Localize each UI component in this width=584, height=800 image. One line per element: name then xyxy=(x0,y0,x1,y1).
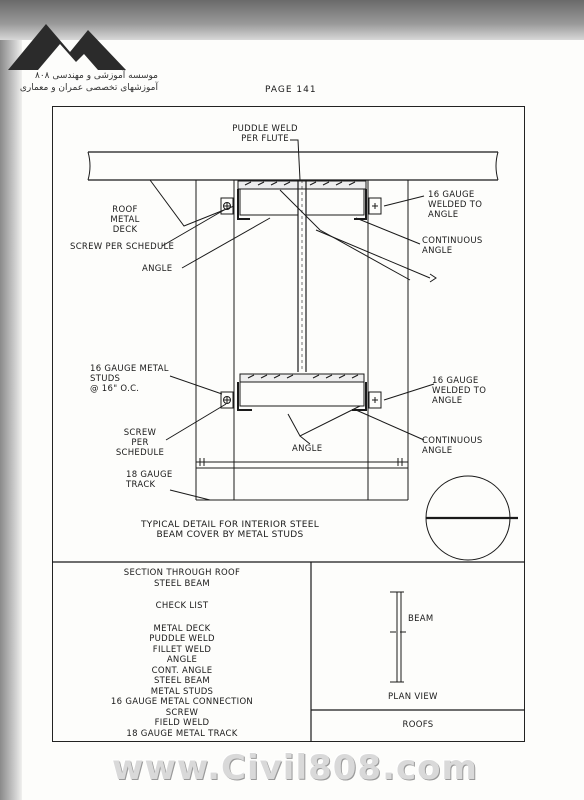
label-roof-line1: ROOF xyxy=(112,205,138,215)
label-studs-line1: 16 GAUGE METAL xyxy=(90,364,169,374)
label-continuous-angle-bottom xyxy=(422,436,483,456)
label-screw-per-schedule-bottom xyxy=(104,428,176,458)
label-continuous-bottom-line2: ANGLE xyxy=(422,446,453,456)
label-continuous-top-line2: ANGLE xyxy=(422,246,453,256)
checklist-item: 16 GAUGE METAL CONNECTION xyxy=(110,697,254,707)
section-title-line1: SECTION THROUGH ROOF xyxy=(123,568,241,578)
checklist-item: METAL DECK xyxy=(153,623,211,634)
checklist-item: CONT. ANGLE xyxy=(151,665,213,676)
checklist-panel xyxy=(60,568,304,739)
label-roof-metal-deck xyxy=(100,205,150,235)
label-studs-line3: @ 16" O.C. xyxy=(90,384,140,394)
checklist-item: PUDDLE WELD xyxy=(149,634,215,644)
checklist-item: 18 GAUGE METAL TRACK xyxy=(126,728,238,739)
detail-caption-line2: BEAM COVER BY METAL STUDS xyxy=(156,530,304,540)
checklist-item: STEEL BEAM xyxy=(153,676,211,686)
page-number: PAGE 141 xyxy=(265,85,317,95)
label-16-gauge-welded-bottom xyxy=(432,376,486,406)
publisher-line-2: آموزشهای تخصصی عمران و معماری xyxy=(19,83,158,93)
label-continuous-top-line1: CONTINUOUS xyxy=(422,236,483,246)
label-track-line2: TRACK xyxy=(126,480,156,490)
label-puddle-weld-line1: PUDDLE WELD xyxy=(232,124,298,134)
label-16-gauge-top-line3: ANGLE xyxy=(428,210,459,220)
site-watermark: www.Civil808.com xyxy=(112,748,478,788)
label-16-gauge-bottom-line3: ANGLE xyxy=(432,396,463,406)
label-18-gauge-track xyxy=(126,470,173,490)
label-screw-line2: PER xyxy=(131,438,149,448)
checklist-item: ANGLE xyxy=(166,655,198,665)
label-16-gauge-welded-top xyxy=(428,190,482,220)
checklist-item: SCREW xyxy=(165,707,199,718)
label-roof-line2: METAL xyxy=(110,215,140,225)
label-puddle-weld xyxy=(220,124,310,144)
label-studs-line2: STUDS xyxy=(90,374,121,384)
label-roof-line3: DECK xyxy=(112,225,138,235)
label-metal-studs xyxy=(90,364,169,394)
detail-caption xyxy=(110,520,350,540)
label-continuous-bottom-line1: CONTINUOUS xyxy=(422,436,483,446)
checklist-item: METAL STUDS xyxy=(150,686,214,697)
section-title-line2: STEEL BEAM xyxy=(153,578,211,589)
label-angle-top: ANGLE xyxy=(142,264,173,274)
label-screw-line1: SCREW xyxy=(123,428,157,438)
label-16-gauge-top-line1: 16 GAUGE xyxy=(428,190,475,200)
label-track-line1: 18 GAUGE xyxy=(126,470,173,480)
label-angle-bottom: ANGLE xyxy=(292,444,323,454)
label-16-gauge-bottom-line2: WELDED TO xyxy=(432,386,487,396)
label-puddle-weld-line2: PER FLUTE xyxy=(241,134,289,144)
plan-beam-label: BEAM xyxy=(408,614,434,624)
label-continuous-angle-top xyxy=(422,236,483,256)
label-screw-line3: SCHEDULE xyxy=(115,448,165,458)
label-16-gauge-bottom-line1: 16 GAUGE xyxy=(432,376,479,386)
label-16-gauge-top-line2: WELDED TO xyxy=(428,200,483,210)
checklist-item: FIELD WELD xyxy=(154,718,210,728)
plan-view-label: PLAN VIEW xyxy=(388,692,438,702)
checklist-item: FILLET WELD xyxy=(152,644,212,655)
label-screw-per-schedule: SCREW PER SCHEDULE xyxy=(70,242,175,252)
checklist-heading: CHECK LIST xyxy=(155,601,209,611)
detail-caption-line1: TYPICAL DETAIL FOR INTERIOR STEEL xyxy=(140,520,320,530)
category-label: ROOFS xyxy=(402,720,434,730)
publisher-line-1: موسسه آموزشی و مهندسی ۸۰۸ xyxy=(35,71,158,81)
